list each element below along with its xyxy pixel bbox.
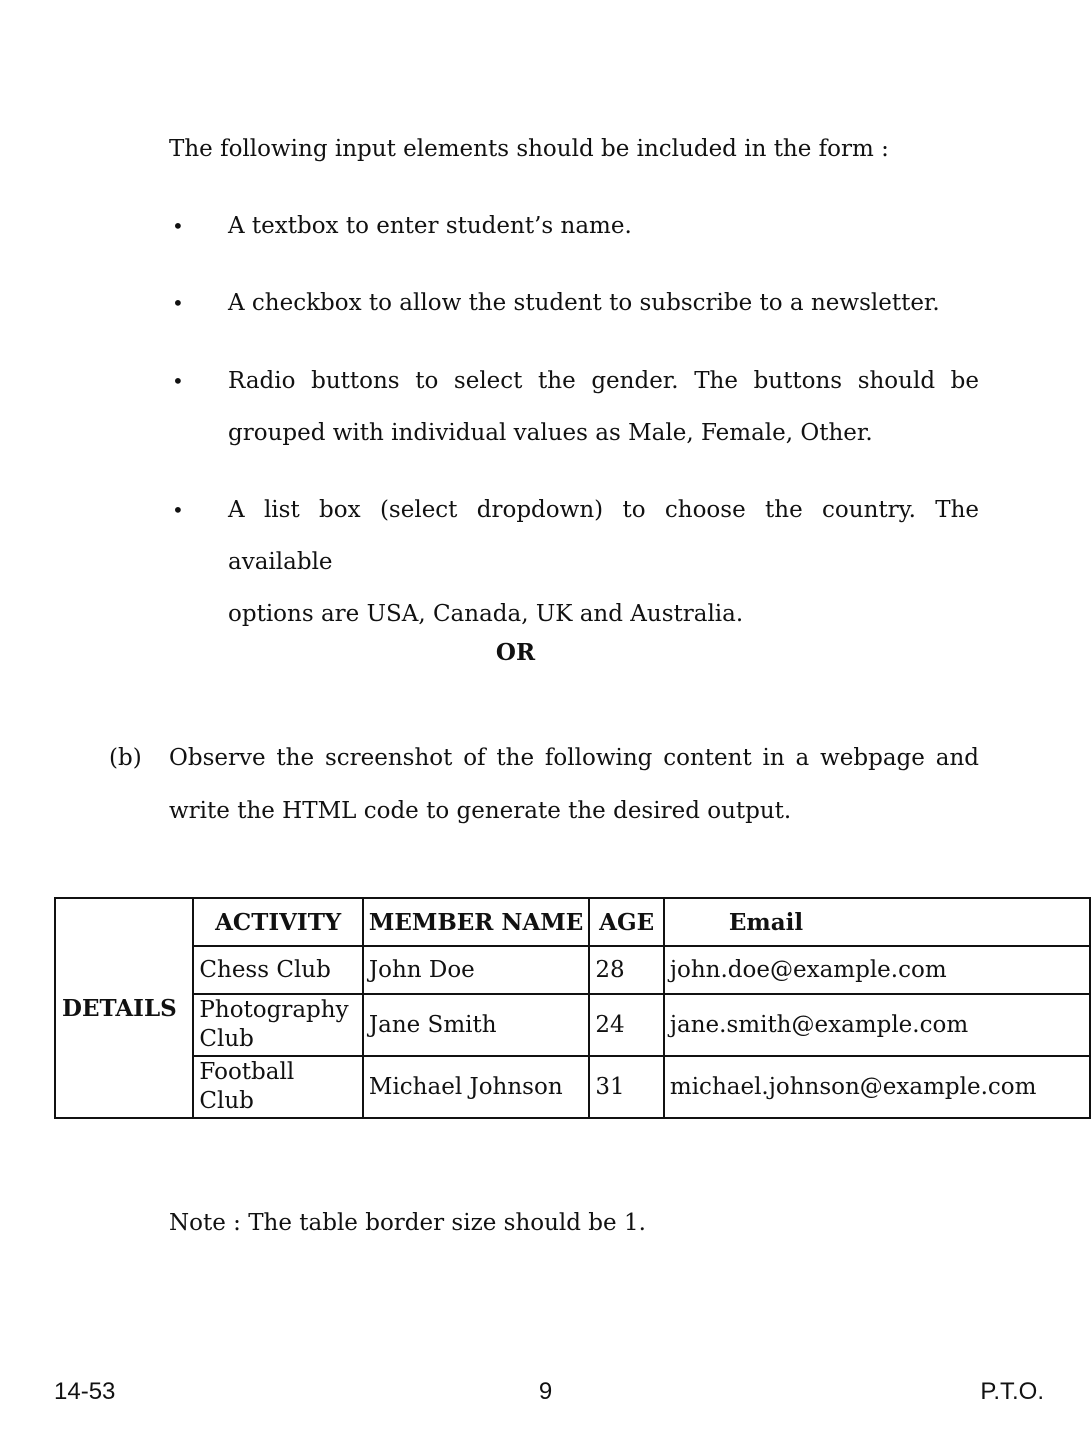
question-line1: Observe the screenshot of the following content in a webpage and [169,745,979,771]
col-header-age: AGE [589,898,664,946]
cell-activity-line2: Club [199,1088,254,1114]
bullet-icon: • [172,214,184,238]
cell-member-name: Michael Johnson [363,1056,589,1118]
bullet-text-line2: options are USA, Canada, UK and Australia. [228,601,744,627]
bullet-item-listbox [228,484,979,640]
bullet-item-textbox [228,200,979,252]
cell-activity [193,994,362,1056]
table-header-row [55,898,1090,946]
bullet-text: A checkbox to allow the student to subscribe to a newsletter. [228,290,940,316]
footer-pto: P.T.O. [980,1378,1044,1405]
or-separator: OR [495,639,536,666]
question-label: (b) [109,745,142,771]
row-header-details: DETAILS [55,898,193,1118]
cell-email: john.doe@example.com [664,946,1090,994]
cell-activity [193,1056,362,1118]
bullet-icon: • [172,291,184,315]
bullet-item-checkbox [228,277,979,329]
question-line2: write the HTML code to generate the desired output. [169,798,792,824]
cell-activity-line2: Club [199,1026,254,1052]
bullet-text-line1: Radio buttons to select the gender. The buttons should be [228,368,979,394]
footer-page-number: 9 [538,1378,553,1405]
cell-member-name: Jane Smith [363,994,589,1056]
footer-paper-code: 14-53 [54,1378,116,1405]
cell-activity: Chess Club [193,946,362,994]
bullet-text-line2: grouped with individual values as Male, Female, Other. [228,420,873,446]
cell-age: 24 [589,994,664,1056]
question-text [169,732,979,838]
cell-activity-line1: Football [199,1059,295,1085]
cell-activity-line1: Photography [199,997,349,1023]
intro-text: The following input elements should be included in the form : [169,136,889,162]
bullet-item-radio [228,355,979,459]
bullet-icon: • [172,498,184,522]
cell-member-name: John Doe [363,946,589,994]
bullet-text: A textbox to enter student’s name. [228,213,632,239]
table-row [55,994,1090,1056]
cell-email: michael.johnson@example.com [664,1056,1090,1118]
col-header-member-name: MEMBER NAME [363,898,589,946]
cell-email: jane.smith@example.com [664,994,1090,1056]
cell-age: 31 [589,1056,664,1118]
bullet-icon: • [172,369,184,393]
bullet-text-line1: A list box (select dropdown) to choose the country. The available [228,497,979,575]
details-table [54,897,1091,1119]
table-row [55,1056,1090,1118]
table-row [55,946,1090,994]
col-header-email: Email [664,898,1090,946]
cell-age: 28 [589,946,664,994]
col-header-activity: ACTIVITY [193,898,362,946]
note-text: Note : The table border size should be 1. [169,1210,646,1236]
